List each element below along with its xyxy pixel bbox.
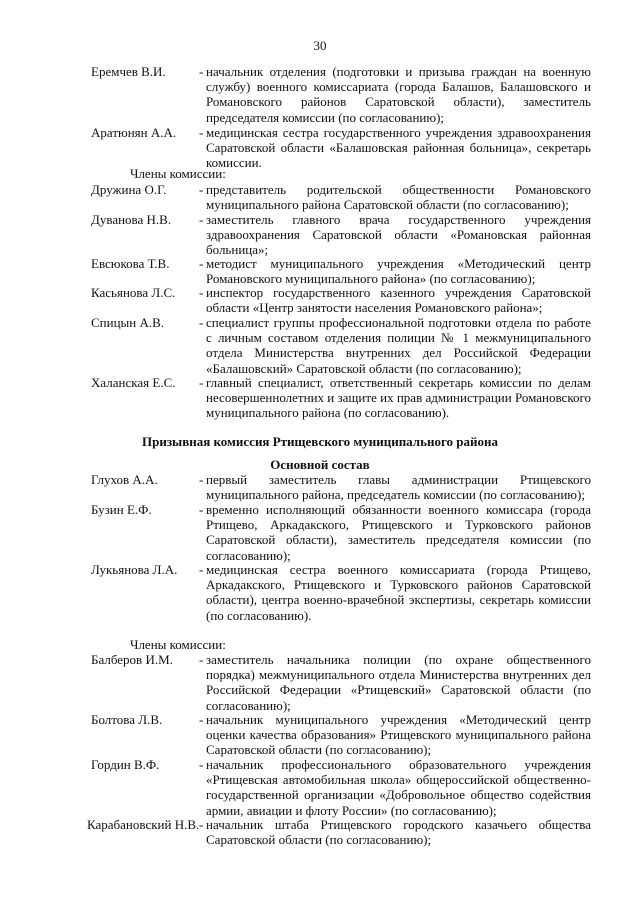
members-label: Члены комиссии:: [130, 166, 226, 181]
dash: -: [199, 182, 204, 197]
member-description: заместитель начальника полиции (по охране общественного порядка) межмуниципального отдела Министерства внутренних дел Российской Федерации «Ртищевский» Саратовской области (по согласованию);: [206, 652, 591, 713]
dash: -: [199, 375, 204, 390]
member-entry: [91, 472, 591, 502]
member-entry: [91, 256, 591, 286]
member-entry: [91, 757, 591, 818]
member-description: методист муниципального учреждения «Методический центр Романовского муниципального района» (по согласованию);: [206, 256, 591, 287]
member-description: главный специалист, ответственный секретарь комиссии по делам несовершеннолетних и защите их прав администрации Романовского муниципального района (по согласованию).: [206, 375, 591, 421]
dash: -: [199, 64, 204, 79]
member-entry: [87, 817, 591, 848]
member-name: Халанская Е.С.: [91, 375, 176, 390]
member-name: Бузин Е.Ф.: [91, 502, 152, 517]
member-name: Еремчев В.И.: [91, 64, 166, 79]
dash: -: [199, 472, 204, 487]
member-description: специалист группы профессиональной подготовки отдела по работе с личным составом отделения полиции № 1 межмуниципального отдела Министерства внутренних дел Российской Федерации «Балашовский» Саратовской области (по согласованию);: [206, 315, 591, 376]
dash: -: [199, 652, 204, 667]
member-name: Касьянова Л.С.: [91, 285, 176, 300]
dash: -: [199, 562, 204, 577]
member-entry: [91, 315, 591, 376]
member-description: начальник профессионального образовательного учреждения «Ртищевская автомобильная школа» общероссийской общественно-государственной организации «Добровольное общество содействия армии, авиации и флоту России» (по согласованию);: [206, 757, 591, 818]
member-description: представитель родительской общественности Романовского муниципального района Саратовской области (по согласованию);: [206, 182, 591, 213]
member-description: заместитель главного врача государственного учреждения здравоохранения Саратовской области «Романовская районная больница»;: [206, 212, 591, 258]
member-name: Болтова Л.В.: [91, 712, 163, 727]
section-title: Призывная комиссия Ртищевского муниципального района: [141, 434, 498, 449]
member-description: начальник отделения (подготовки и призыва граждан на военную службу) военного комиссариата (города Балашов, Балашовского и Романовского районов Саратовской области), заместитель председателя комиссии (по согласованию);: [206, 64, 591, 125]
member-entry: [91, 212, 591, 258]
dash: -: [199, 712, 204, 727]
member-description: начальник штаба Ртищевского городского казачьего общества Саратовской области (по согласованию);: [206, 817, 591, 848]
member-entry: [91, 125, 591, 171]
member-entry: [91, 562, 591, 623]
member-name: Глухов А.А.: [91, 472, 158, 487]
member-name: Аратюнян А.А.: [91, 125, 177, 140]
section-subtitle: Основной состав: [270, 457, 370, 472]
dash: -: [199, 256, 204, 271]
member-entry: [91, 375, 591, 421]
member-entry: [91, 502, 591, 563]
member-description: первый заместитель главы администрации Ртищевского муниципального района, председатель комиссии (по согласованию);: [206, 472, 591, 503]
member-description: начальник муниципального учреждения «Методический центр оценки качества образования» Ртищевского муниципального района Саратовской области (по согласованию);: [206, 712, 591, 758]
member-name: Дуванова Н.В.: [91, 212, 172, 227]
dash: -: [199, 212, 204, 227]
member-name: Лукьянова Л.А.: [91, 562, 178, 577]
member-description: медицинская сестра военного комиссариата (города Ртищево, Аркадакского, Ртищевского и Турковского районов Саратовской области), центра военно-врачебной экспертизы, секретарь комиссии (по согласованию).: [206, 562, 591, 623]
member-entry: [91, 64, 591, 125]
dash: -: [199, 817, 204, 832]
member-entry: [91, 182, 591, 212]
dash: -: [199, 125, 204, 140]
member-name: Балберов И.М.: [91, 652, 173, 667]
member-entry: [91, 652, 591, 713]
dash: -: [199, 285, 204, 300]
dash: -: [199, 757, 204, 772]
member-description: инспектор государственного казенного учреждения Саратовской области «Центр занятости населения Романовского района»;: [206, 285, 591, 316]
member-entry: [91, 712, 591, 758]
member-description: временно исполняющий обязанности военного комиссара (города Ртищево, Аркадакского, Ртищевского и Турковского районов Саратовской области), заместитель председателя комиссии (по согласованию);: [206, 502, 591, 563]
member-name: Дружина О.Г.: [91, 182, 167, 197]
member-name: Спицын А.В.: [91, 315, 165, 330]
member-name: Гордин В.Ф.: [91, 757, 160, 772]
member-name: Евсюкова Т.В.: [91, 256, 170, 271]
dash: -: [199, 502, 204, 517]
member-description: медицинская сестра государственного учреждения здравоохранения Саратовской области «Балашовская районная больница», секретарь комиссии.: [206, 125, 591, 171]
member-entry: [91, 285, 591, 315]
member-name: Карабановский Н.В.: [87, 817, 200, 832]
dash: -: [199, 315, 204, 330]
members-label: Члены комиссии:: [130, 637, 226, 652]
page-number: 30: [313, 38, 327, 53]
